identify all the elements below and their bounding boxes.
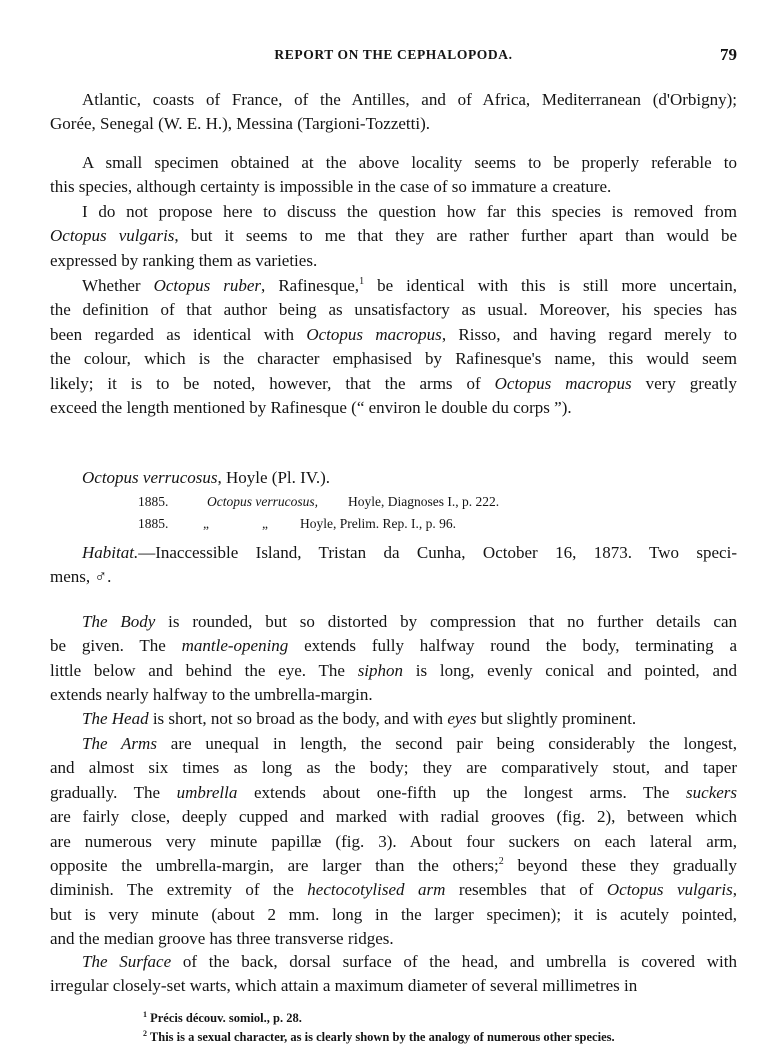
text-run: be identical with this is still more uncertain,: [364, 276, 737, 295]
text-run: exceed the length mentioned by Rafinesque (“ environ le double du corps ”).: [50, 397, 572, 417]
text-line: [50, 151, 737, 175]
text-run: mens, ♂.: [50, 567, 112, 587]
text-line: [50, 610, 737, 634]
text-line: [50, 683, 737, 707]
italic-term: Octopus macropus: [306, 324, 442, 344]
italic-term: Octopus vulgaris: [606, 880, 733, 900]
text-run: A small specimen obtained at the above locality seems to be properly referable to: [82, 153, 737, 172]
italic-term: umbrella: [176, 782, 238, 802]
paragraph-surface: [50, 950, 737, 999]
italic-term: Octopus vulgaris: [50, 226, 175, 246]
text-line: [50, 927, 737, 951]
text-line: [50, 541, 737, 565]
text-run: and almost six times as long as the body; they are comparatively stout, and taper: [50, 758, 737, 778]
italic-term: hectocotylised arm: [307, 880, 446, 900]
text-line: [50, 830, 737, 854]
text-run: the colour, which is the character emphasised by Rafinesque's name, this would seem: [50, 349, 737, 369]
text-line: [50, 396, 737, 420]
text-run: is short, not so broad as the body, and with: [148, 709, 448, 728]
text-run: beyond these they gradually: [503, 855, 737, 875]
footnote-reference: 2: [498, 855, 504, 867]
text-line: [50, 466, 737, 490]
running-title: REPORT ON THE CEPHALOPODA.: [274, 47, 513, 62]
paragraph-habitat: [50, 541, 737, 590]
text-run: Atlantic, coasts of France, of the Antilles, and of Africa, Mediterranean (d'Orbigny);: [82, 90, 737, 109]
synonymy-reference: Hoyle, Prelim. Rep. I., p. 96.: [300, 516, 456, 531]
text-line: [50, 781, 737, 805]
text-run: , Risso, and having regard merely to: [441, 324, 737, 344]
paragraph-head: [50, 707, 737, 731]
text-run: are fairly close, deeply cupped and marked with radial grooves (fig. 2), between which: [50, 807, 737, 827]
text-line: [50, 903, 737, 927]
page-number: 79: [720, 45, 737, 64]
text-line: [50, 565, 737, 589]
text-run: Whether: [82, 276, 154, 295]
text-run: , but it seems to me that they are rather further apart than would be: [174, 226, 737, 246]
footnote-1: [143, 1009, 302, 1028]
text-line: [50, 323, 737, 347]
text-run: likely; it is to be noted, however, that the arms of: [50, 373, 495, 393]
text-run: , Hoyle (Pl. IV.).: [217, 468, 331, 487]
italic-term: mantle-opening: [181, 636, 289, 656]
footnote-text: Précis découv. somiol., p. 28.: [147, 1011, 302, 1025]
text-line: [50, 634, 737, 658]
text-run: this species, although certainty is impossible in the case of so immature a creature.: [50, 177, 612, 197]
synonymy-reference: Hoyle, Diagnoses I., p. 222.: [348, 494, 500, 509]
italic-term: The Head: [82, 709, 149, 728]
text-run: little below and behind the eye. The: [50, 660, 358, 680]
paragraph-arms: [50, 732, 737, 952]
synonymy-row: [0, 516, 776, 538]
text-run: and the median groove has three transverse ridges.: [50, 929, 394, 949]
text-line: [50, 175, 737, 199]
text-line: [50, 707, 737, 731]
synonymy-year: 1885.: [138, 516, 169, 531]
text-line: [50, 224, 737, 248]
italic-term: Octopus ruber: [153, 276, 262, 295]
text-run: is rounded, but so distorted by compression that no further details can: [155, 612, 737, 631]
text-line: [50, 732, 737, 756]
synonymy-row: [0, 494, 776, 516]
paragraph-body: [50, 610, 737, 708]
text-line: [50, 249, 737, 273]
text-run: ,: [732, 880, 737, 900]
text-run: expressed by ranking them as varieties.: [50, 250, 318, 270]
footnote-mark: 2: [143, 1029, 147, 1038]
text-line: [50, 112, 737, 136]
ditto-mark: „: [262, 516, 268, 531]
text-run: very greatly: [631, 373, 737, 393]
text-run: diminish. The extremity of the: [50, 880, 308, 900]
text-run: , Rafinesque,: [261, 276, 360, 295]
text-line: [50, 974, 737, 998]
italic-term: The Body: [82, 612, 156, 631]
synonymy-year: 1885.: [138, 494, 169, 509]
italic-term: siphon: [357, 660, 404, 680]
text-line: [50, 274, 737, 298]
text-run: opposite the umbrella-margin, are larger than the others;: [50, 855, 499, 875]
text-run: I do not propose here to discuss the question how far this species is removed from: [82, 202, 737, 221]
text-line: [50, 878, 737, 902]
running-header: [50, 47, 737, 69]
italic-term: Octopus macropus: [494, 373, 632, 393]
text-run: Gorée, Senegal (W. E. H.), Messina (Targioni-Tozzetti).: [50, 114, 431, 134]
paragraph-specimen: [50, 151, 737, 200]
text-run: extends about one-fifth up the longest arms. The: [237, 782, 687, 802]
text-run: gradually. The: [50, 782, 177, 802]
text-run: is long, evenly conical and pointed, and: [403, 660, 737, 680]
italic-term: Octopus verrucosus: [82, 468, 218, 487]
species-heading: [50, 466, 737, 490]
text-line: [50, 659, 737, 683]
text-line: [50, 854, 737, 878]
footnote-mark: 1: [143, 1010, 147, 1019]
text-run: of the back, dorsal surface of the head, and umbrella is covered with: [171, 952, 737, 971]
text-run: be given. The: [50, 636, 182, 656]
text-run: but is very minute (about 2 mm. long in the larger specimen); it is acutely pointed,: [50, 904, 737, 924]
footnote-reference: 1: [359, 276, 365, 287]
synonymy-name: Octopus verrucosus,: [207, 494, 318, 509]
paragraph-distribution: [50, 88, 737, 137]
italic-term: suckers: [686, 782, 738, 802]
paragraph-vulgaris-comparison: [50, 200, 737, 273]
text-line: [50, 372, 737, 396]
italic-term: The Surface: [82, 952, 172, 971]
text-line: [50, 347, 737, 371]
paragraph-ruber: [50, 274, 737, 420]
text-run: but slightly prominent.: [476, 709, 637, 728]
text-line: [50, 950, 737, 974]
text-run: extends fully halfway round the body, terminating a: [288, 636, 738, 656]
text-run: resembles that of: [445, 880, 607, 900]
text-line: [50, 88, 737, 112]
text-run: are numerous very minute papillæ (fig. 3). About four suckers on each lateral arm,: [50, 831, 737, 851]
text-line: [50, 298, 737, 322]
text-run: been regarded as identical with: [50, 324, 307, 344]
footnote-text: This is a sexual character, as is clearly shown by the analogy of numerous other species.: [147, 1030, 615, 1044]
text-line: [50, 200, 737, 224]
text-run: irregular closely-set warts, which attain a maximum diameter of several millimetres in: [50, 976, 638, 996]
text-line: [50, 756, 737, 780]
text-run: the definition of that author being as unsatisfactory as usual. Moreover, his species has: [50, 300, 737, 320]
italic-term: eyes: [447, 709, 477, 728]
text-run: —Inaccessible Island, Tristan da Cunha, October 16, 1873. Two speci-: [138, 543, 737, 562]
footnote-2: [143, 1028, 615, 1047]
ditto-mark: „: [203, 516, 209, 531]
italic-term: Habitat.: [82, 543, 139, 562]
text-line: [50, 805, 737, 829]
italic-term: The Arms: [82, 734, 157, 753]
text-run: are unequal in length, the second pair being considerably the longest,: [156, 734, 737, 753]
text-run: extends nearly halfway to the umbrella-margin.: [50, 685, 373, 705]
